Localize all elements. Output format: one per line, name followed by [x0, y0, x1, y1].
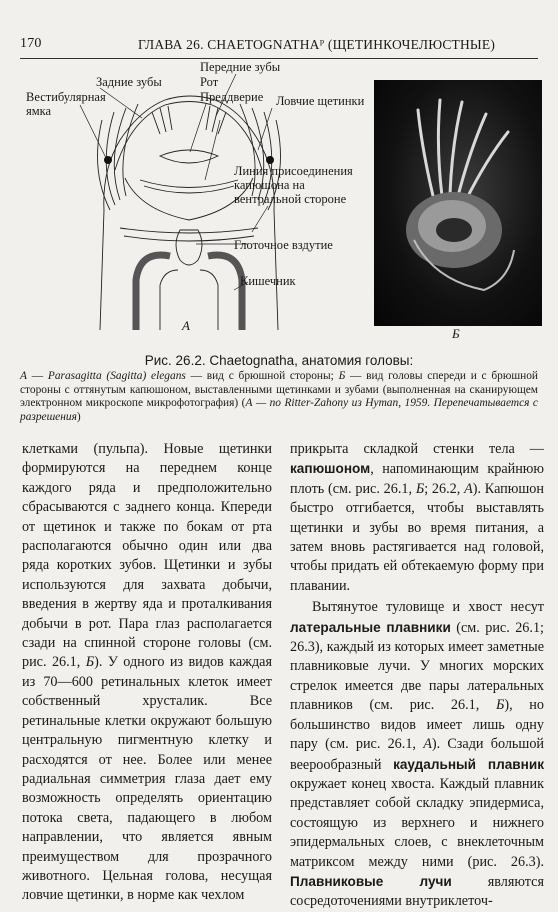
label-vestibule: Преддверие — [200, 90, 264, 104]
term-hood: капюшоном — [290, 461, 371, 477]
sem-head-photo — [374, 80, 542, 326]
text-column-left — [22, 440, 272, 906]
figure-b-photo — [374, 80, 542, 326]
paragraph: клетками (пульпа). Новые щетинки формируются на переднем конце каждого ряда и предположительно сбрасываются с заднего конца. Кпереди от щетинок и также по бокам от рта располагаются обычно один или два ряда коротких зубов. Щетинки и зубы используются для захвата добычи, введения в жертву яда и проталкивания добычи в рот. Пара глаз располагается сзади на спинной стороне головы (см. рис. 26.1, Б). У одного из видов каждая из 70—600 ретинальных клеток имеет собственный хрусталик. Все ретинальные клетки окружают большую центральную пигментную клетку и расходятся от нее. Более или менее радиальная симметрия глаза дает ему возможность определять ориентацию потока света, падающего в любом направлении, что является явным преимуществом для прозрачного животного. Цельная голова, несущая ловчие щетинки, в норме как чехлом — [22, 441, 272, 904]
label-hood-attachment-line: Линия присоединения капюшона на вентральной стороне — [234, 164, 353, 206]
label-grasping-spines: Ловчие щетинки — [276, 94, 365, 108]
term-fin-rays: Плавниковые лучи — [290, 873, 452, 889]
term-caudal-fin: каудальный плавник — [393, 756, 544, 772]
chapter-title: ГЛАВА 26. CHAETOGNATHAᴾ (ЩЕТИНКОЧЕЛЮСТНЫЕ) — [138, 37, 496, 52]
figure-caption-title: Рис. 26.2. Chaetognatha, анатомия головы: — [144, 353, 414, 368]
label-front-teeth: Передние зубы — [200, 60, 281, 74]
label-rear-teeth: Задние зубы — [96, 75, 162, 89]
running-header — [20, 36, 538, 59]
panel-b-letter: Б — [452, 326, 460, 341]
figure-caption-body: А — Parasagitta (Sagitta) elegans — вид с брюшной стороны; Б — вид головы спереди и с брюшной стороны с оттянутым капюшоном, выставленными щетинками и зубами (выполненная на сканирующем электронном микроскопе микрофотография) (А — по Ritter-Zahony из Hyman, 1959. Перепечатывается с разрешения) — [20, 370, 539, 423]
label-intestine: Кишечник — [240, 274, 296, 288]
page-number: 170 — [20, 36, 42, 51]
label-pharyngeal-bulb: Глоточное вздутие — [234, 238, 333, 252]
paragraph: Вытянутое туловище и хвост несут латеральные плавники (см. рис. 26.1; 26.3), каждый из которых имеет заметные плавниковые лучи. У многих морских стрелок имеется две пары латеральных плавников (см. рис. 26.1, Б), но большинство видов имеет лишь одну пару (см. рис. 26.1, А). Сзади большой веерообразный каудальный плавник окружает конец хвоста. Каждый плавник представляет собой складку эпидермиса, состоящую из верхнего и нижнего эпидермальных слоев, с внеклеточным матриксом между ними (рис. 26.3). Плавниковые лучи являются сосредоточениями внутриклеточ- — [290, 599, 545, 910]
figure-a-drawing — [26, 60, 370, 340]
label-mouth: Рот — [200, 75, 219, 89]
panel-a-letter: А — [182, 318, 190, 333]
paragraph: прикрыта складкой стенки тела — капюшоном, напоминающим крайнюю плоть (см. рис. 26.1, Б; 26.2, А). Капюшон быстро отгибается, чтобы выставлять щетинки и зубы во время питания, а затем вновь растягивается над головой, чтобы придать ей обтекаемую форму при плавании. — [290, 441, 544, 594]
label-vestibular-pit: Вестибулярная ямка — [26, 90, 106, 118]
term-lateral-fins: латеральные плавники — [290, 619, 451, 635]
text-column-right — [290, 440, 544, 912]
